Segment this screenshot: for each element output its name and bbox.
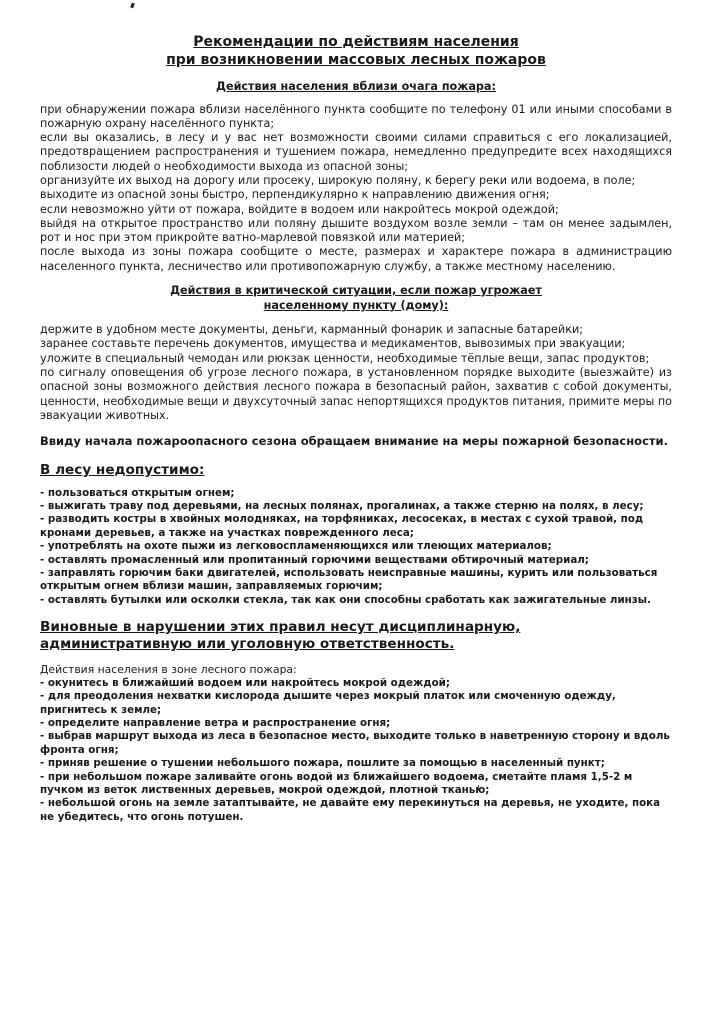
section2-list bbox=[40, 323, 672, 423]
list-item: - определите направление ветра и распространение огня; bbox=[40, 716, 391, 729]
list-item: - небольшой огонь на земле затаптывайте, не давайте ему перекинуться на деревья, не уходите, пока не убедитесь, что огонь потушен. bbox=[40, 797, 661, 823]
list-item: - окунитесь в ближайший водоем или накройтесь мокрой одеждой; bbox=[40, 676, 450, 689]
fire-zone-list bbox=[40, 677, 672, 824]
list-item: организуйте их выход на дорогу или просеку, широкую поляну, к берегу реки или водоема, в поле; bbox=[40, 173, 636, 187]
scan-speck bbox=[130, 3, 135, 9]
list-item: - употреблять на охоте пыжи из легковоспламеняющихся или тлеющих материалов; bbox=[40, 540, 552, 553]
forest-prohibited-list bbox=[40, 487, 672, 608]
list-item: выходите из опасной зоны быстро, перпендикулярно к направлению движения огня; bbox=[40, 188, 550, 202]
list-item: выйдя на открытое пространство или поляну дышите воздухом возле земли – там он менее задымлен, рот и нос при этом прикройте ватно-марлевой повязкой или материей; bbox=[40, 216, 672, 245]
title-line-2: при возникновении массовых лесных пожаров bbox=[166, 52, 546, 68]
list-item: - для преодоления нехватки кислорода дышите через мокрый платок или смоченную одежду, пригнитесь к земле; bbox=[40, 690, 616, 716]
list-item: если невозможно уйти от пожара, войдите в водоем или накройтесь мокрой одеждой; bbox=[40, 202, 559, 216]
title-line-1: Рекомендации по действиям населения bbox=[193, 34, 519, 50]
list-item: - заправлять горючим баки двигателей, использовать неисправные машины, курить или пользоваться открытым огнем вблизи машин, заправляемых горючим; bbox=[40, 567, 658, 593]
liability-line-1: Виновные в нарушении этих правил несут дисциплинарную, bbox=[40, 619, 521, 636]
section1-heading: Действия населения вблизи очага пожара: bbox=[216, 80, 496, 93]
list-item: если вы оказались, в лесу и у вас нет возможности своими силами справиться с его локализацией, предотвращением распространения и тушением пожара, немедленно предупредите всех находящихся поблизости людей о необходимости выхода из опасной зоны; bbox=[40, 131, 672, 173]
list-item: уложите в специальный чемодан или рюкзак ценности, необходимые тёплые вещи, запас продуктов; bbox=[40, 351, 650, 365]
list-item: при обнаружении пожара вблизи населённого пункта сообщите по телефону 01 или иными способами в пожарную охрану населённого пункта; bbox=[40, 102, 672, 130]
list-item: - оставлять бутылки или осколки стекла, так как они способны сработать как зажигательные линзы. bbox=[40, 593, 651, 606]
section2-heading-line-2: населенному пункту (дому): bbox=[263, 298, 449, 312]
document-content bbox=[40, 33, 672, 824]
list-item: - приняв решение о тушении небольшого пожара, пошлите за помощью в населенный пункт; bbox=[40, 757, 605, 770]
list-item: - оставлять промасленный или пропитанный горючими веществами обтирочный материал; bbox=[40, 553, 589, 566]
list-item: - при небольшом пожаре заливайте огонь водой из ближайшего водоема, сметайте пламя 1,5-2 м пучком из веток лиственных деревьев, мокрой одеждой, плотной тканью; bbox=[40, 770, 633, 796]
list-item: по сигналу оповещения об угрозе лесного пожара, в установленном порядке выходите (выезжайте) из опасной зоны возможного действия лесного пожара в безопасный район, захватив с собой документы, ценности, необходимые вещи и двухсуточный запас непортящихся продуктов питания, примите меры по эвакуации животных. bbox=[40, 365, 672, 422]
list-item: - выжигать траву под деревьями, на лесных полянах, прогалинах, а также стерню на полях, в лесу; bbox=[40, 500, 644, 513]
list-item: - разводить костры в хвойных молодняках, на торфяниках, лесосеках, в местах с сухой травой, под кронами деревьев, а также на участках поврежденного леса; bbox=[40, 513, 644, 539]
section1-list bbox=[40, 103, 672, 275]
liability-line-2: административную или уголовную ответственность. bbox=[40, 636, 455, 653]
list-item: держите в удобном месте документы, деньги, карманный фонарик и запасные батарейки; bbox=[40, 323, 583, 337]
fire-zone-intro: Действия населения в зоне лесного пожара: bbox=[40, 663, 297, 677]
list-item: - пользоваться открытым огнем; bbox=[40, 486, 235, 499]
list-item: заранее составьте перечень документов, имущества и медикаментов, вывозимых при эвакуации; bbox=[40, 337, 626, 351]
list-item: - выбрав маршрут выхода из леса в безопасное место, выходите только в наветренную сторону и вдоль фронта огня; bbox=[40, 730, 670, 756]
fire-season-notice: Ввиду начала пожароопасного сезона обращаем внимание на меры пожарной безопасности. bbox=[40, 434, 668, 449]
section2-heading-line-1: Действия в критической ситуации, если пожар угрожает bbox=[170, 284, 542, 298]
forest-prohibited-heading: В лесу недопустимо: bbox=[40, 461, 205, 478]
list-item: после выхода из зоны пожара сообщите о месте, размерах и характере пожара в администрацию населенного пункта, лесничество или противопожарную службу, а также местному населению. bbox=[40, 245, 672, 273]
